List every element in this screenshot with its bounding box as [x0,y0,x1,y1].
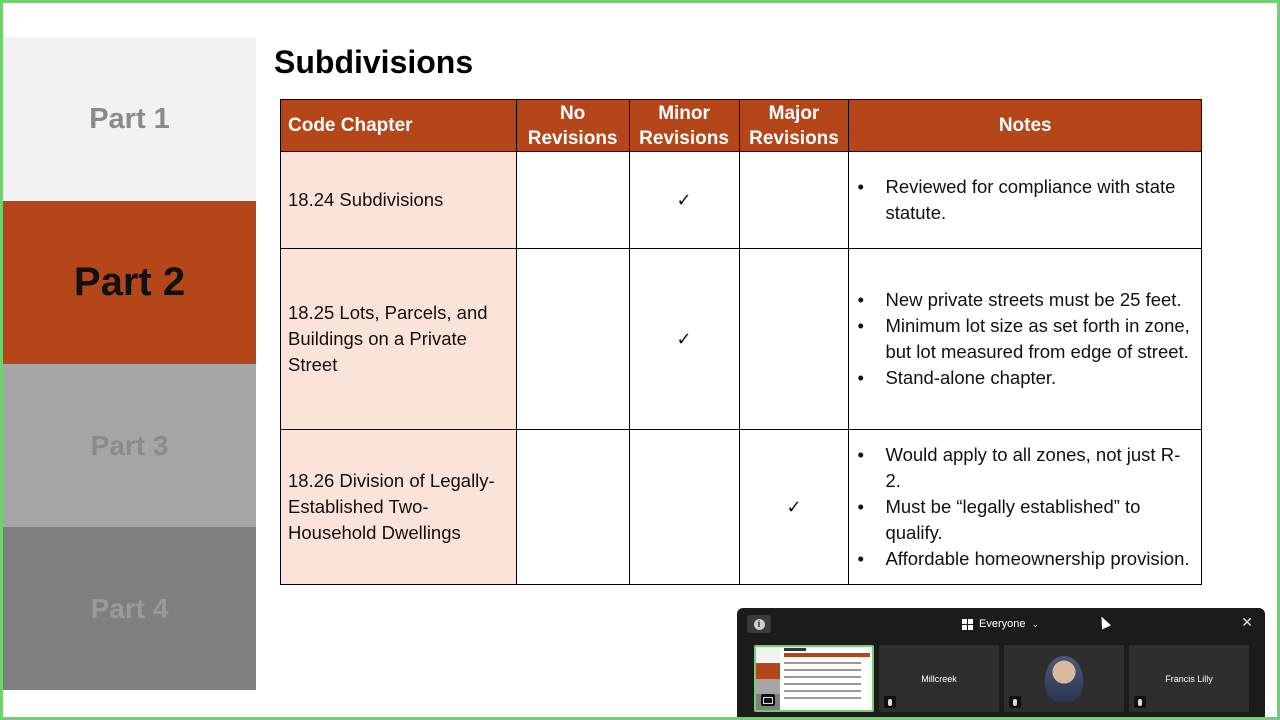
microphone-icon [1009,696,1021,708]
meeting-video-panel [737,608,1265,720]
microphone-icon [1134,696,1146,708]
header-minor-revisions: Minor Revisions [629,100,739,152]
chevron-down-icon: ⌄ [1031,618,1040,629]
mini-slide-table [784,653,870,704]
table-row [281,430,1202,585]
view-selector-label: Everyone [979,618,1026,630]
microphone-icon [884,696,896,708]
minor-revisions-cell: ✓ [629,249,739,430]
header-no-revisions: No Revisions [516,100,629,152]
minor-revisions-cell [629,430,739,585]
note-item: • Reviewed for compliance with state statute. [855,174,1193,226]
major-revisions-cell [739,152,849,249]
no-revisions-cell [516,152,629,249]
participant-tile-screen-share[interactable] [754,645,874,712]
grid-icon [962,619,973,630]
view-selector[interactable] [962,616,1039,632]
table-row [281,249,1202,430]
part-3-tab[interactable]: Part 3 [3,364,256,527]
notes-cell [849,430,1202,585]
chapter-cell: 18.26 Division of Legally-Established Two-Household Dwellings [281,430,517,585]
part-sidebar [3,37,256,690]
note-item: • Must be “legally established” to qualify. [855,494,1193,546]
header-major-revisions: Major Revisions [739,100,849,152]
participant-tile[interactable] [879,645,999,712]
screen-share-icon [761,694,775,706]
info-button[interactable] [747,615,771,633]
participant-name: Francis Lilly [1165,673,1213,684]
info-icon: i [754,619,765,630]
participant-tile[interactable] [1129,645,1249,712]
participant-name: Millcreek [921,673,957,684]
note-item: • New private streets must be 25 feet. [855,287,1193,313]
part-1-tab[interactable]: Part 1 [3,37,256,201]
part-2-tab[interactable]: Part 2 [3,201,256,364]
note-item: • Would apply to all zones, not just R-2. [855,442,1193,494]
minor-revisions-cell: ✓ [629,152,739,249]
major-revisions-cell [739,249,849,430]
chapter-cell: 18.24 Subdivisions [281,152,517,249]
no-revisions-cell [516,249,629,430]
code-chapter-table [280,99,1202,585]
participant-tile-video[interactable] [1004,645,1124,712]
close-icon[interactable]: ✕ [1241,614,1253,630]
mini-slide-title [784,648,806,651]
part-4-tab[interactable]: Part 4 [3,527,256,690]
note-item: • Affordable homeownership provision. [855,546,1193,572]
participant-video-avatar [1045,656,1083,702]
notes-cell [849,152,1202,249]
table-row [281,152,1202,249]
chapter-cell: 18.25 Lots, Parcels, and Buildings on a Private Street [281,249,517,430]
major-revisions-cell: ✓ [739,430,849,585]
slide-title: Subdivisions [274,44,474,80]
table-header-row [281,100,1202,152]
header-notes: Notes [849,100,1202,152]
note-item: • Minimum lot size as set forth in zone, but lot measured from edge of street. [855,313,1193,365]
header-code-chapter: Code Chapter [281,100,517,152]
notes-cell [849,249,1202,430]
note-item: • Stand-alone chapter. [855,365,1193,391]
no-revisions-cell [516,430,629,585]
